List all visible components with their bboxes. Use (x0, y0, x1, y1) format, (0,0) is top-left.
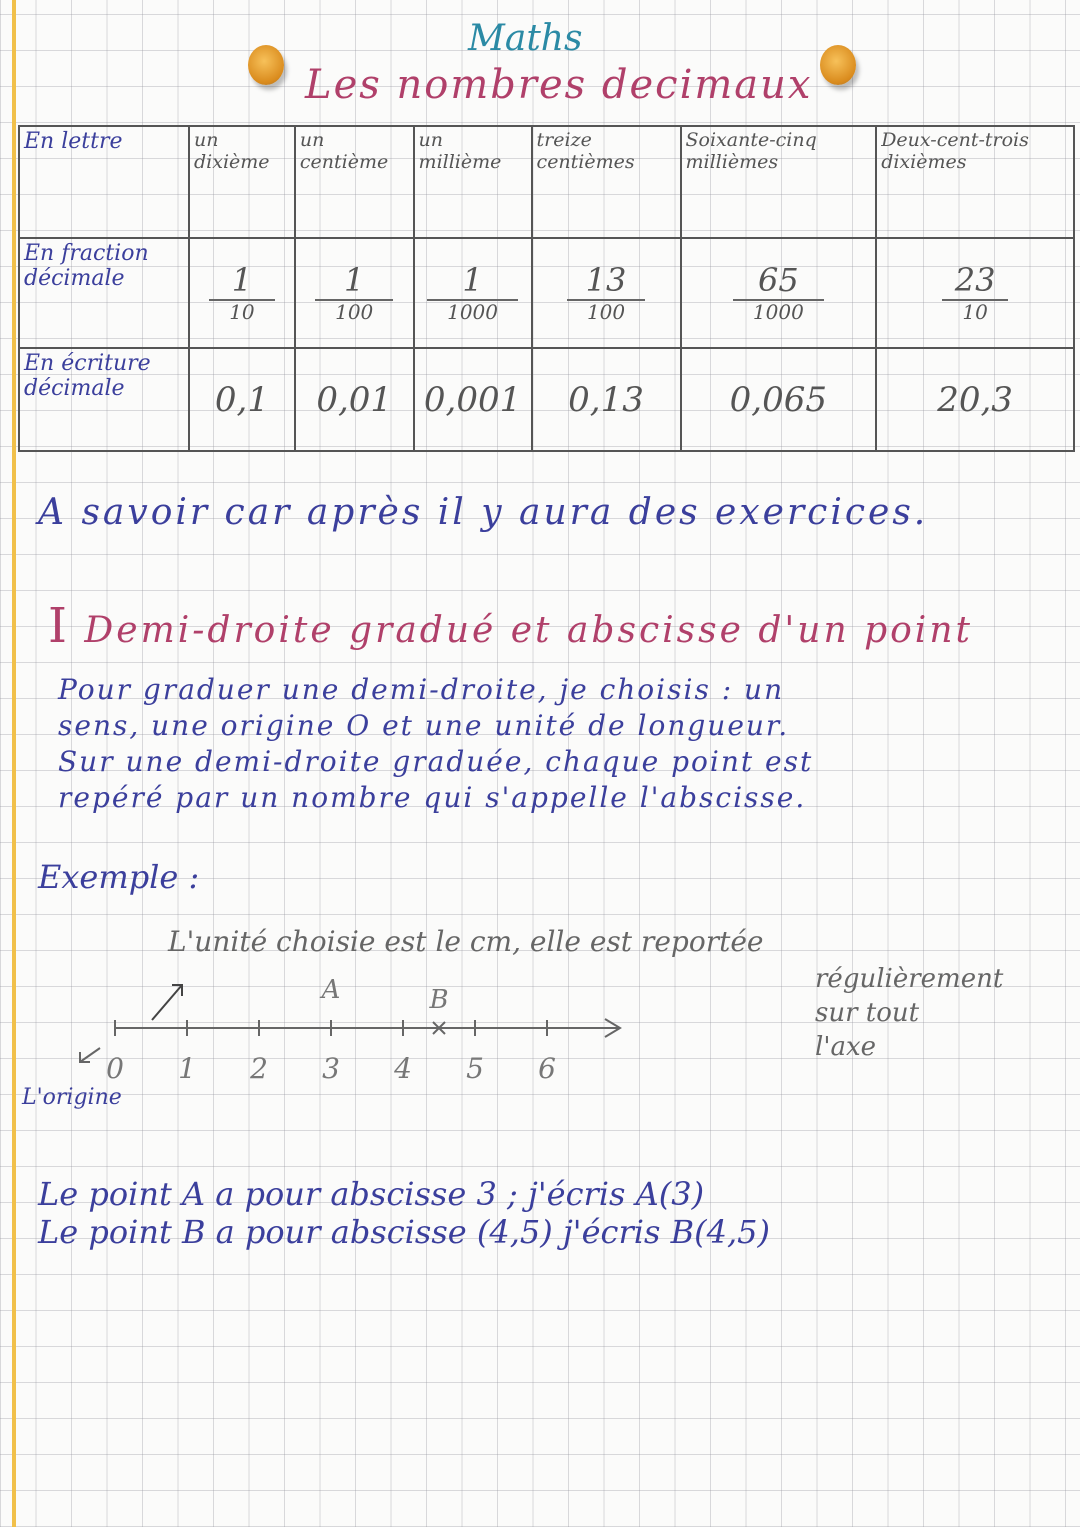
decimals-table (18, 125, 1075, 452)
section-title: Demi-droite gradué et abscisse d'un point (84, 610, 973, 651)
section-number: I (48, 598, 70, 654)
numerator: 1 (462, 261, 483, 300)
cell-fraction (532, 238, 681, 348)
cell-decimal: 0,13 (532, 348, 681, 451)
punch-hole (248, 45, 284, 85)
cell-decimal: 0,1 (189, 348, 295, 451)
numerator: 13 (585, 261, 627, 300)
denominator: 100 (315, 299, 393, 323)
denominator: 10 (209, 299, 274, 323)
notebook-margin-line (12, 0, 16, 1527)
graduated-half-line (0, 960, 700, 1100)
cell-fraction (876, 238, 1074, 348)
row-label: En fraction décimale (19, 238, 189, 348)
denominator: 1000 (427, 299, 518, 323)
tick-label: 5 (466, 1052, 484, 1085)
row-label: En lettre (19, 126, 189, 238)
numerator: 65 (757, 261, 799, 300)
tick-label: 2 (250, 1052, 268, 1085)
cell-fraction (414, 238, 532, 348)
definition-paragraph (58, 672, 813, 816)
cell-decimal: 20,3 (876, 348, 1074, 451)
side-note-line: régulièrement (815, 964, 1004, 994)
conclusion-line: Le point A a pour abscisse 3 ; j'écris A(3) (38, 1175, 705, 1213)
page-title: Les nombres decimaux (305, 62, 813, 108)
tick-label: 4 (394, 1052, 412, 1085)
origin-label: L'origine (22, 1085, 122, 1110)
cell-decimal: 0,065 (681, 348, 877, 451)
cell-words: Deux-cent-trois dixièmes (876, 126, 1074, 238)
row-label: En écriture décimale (19, 348, 189, 451)
cell-words: un dixième (189, 126, 295, 238)
side-note (815, 962, 1003, 1064)
cell-words: treize centièmes (532, 126, 681, 238)
tick-label: 0 (106, 1052, 124, 1085)
tick-label: 3 (322, 1052, 340, 1085)
subject-heading: Maths (468, 18, 583, 59)
cell-words: un millième (414, 126, 532, 238)
cell-words: Soixante-cinq millièmes (681, 126, 877, 238)
example-label: Exemple : (38, 858, 200, 896)
origin-arrow-icon (80, 1048, 100, 1062)
side-note-line: l'axe (815, 1032, 877, 1062)
unit-arrow-icon (152, 985, 182, 1020)
conclusion-line: Le point B a pour abscisse (4,5) j'écris B(4,5) (38, 1213, 770, 1251)
tick-label: 1 (178, 1052, 196, 1085)
cell-decimal: 0,001 (414, 348, 532, 451)
cell-fraction (189, 238, 295, 348)
numerator: 23 (954, 261, 996, 300)
conclusions (38, 1175, 770, 1251)
numerator: 1 (344, 261, 365, 300)
note-text: A savoir car après il y aura des exercices. (38, 492, 929, 533)
cell-fraction (681, 238, 877, 348)
denominator: 10 (942, 299, 1007, 323)
paragraph-line: repéré par un nombre qui s'appelle l'abscisse. (58, 781, 807, 814)
cell-fraction (295, 238, 414, 348)
paragraph-line: sens, une origine O et une unité de longueur. (58, 709, 790, 742)
point-label: B (429, 985, 449, 1015)
punch-hole (820, 45, 856, 85)
side-note-line: sur tout (815, 998, 920, 1028)
cell-decimal: 0,01 (295, 348, 414, 451)
numerator: 1 (231, 261, 253, 300)
tick-label: 6 (538, 1052, 556, 1085)
paragraph-line: Sur une demi-droite graduée, chaque point est (58, 745, 814, 778)
unit-note: L'unité choisie est le cm, elle est reportée (168, 925, 764, 958)
point-label: A (321, 975, 341, 1005)
denominator: 100 (567, 299, 645, 323)
paragraph-line: Pour graduer une demi-droite, je choisis : un (58, 673, 785, 706)
section-heading (48, 598, 973, 654)
cell-words: un centième (295, 126, 414, 238)
denominator: 1000 (733, 299, 824, 323)
